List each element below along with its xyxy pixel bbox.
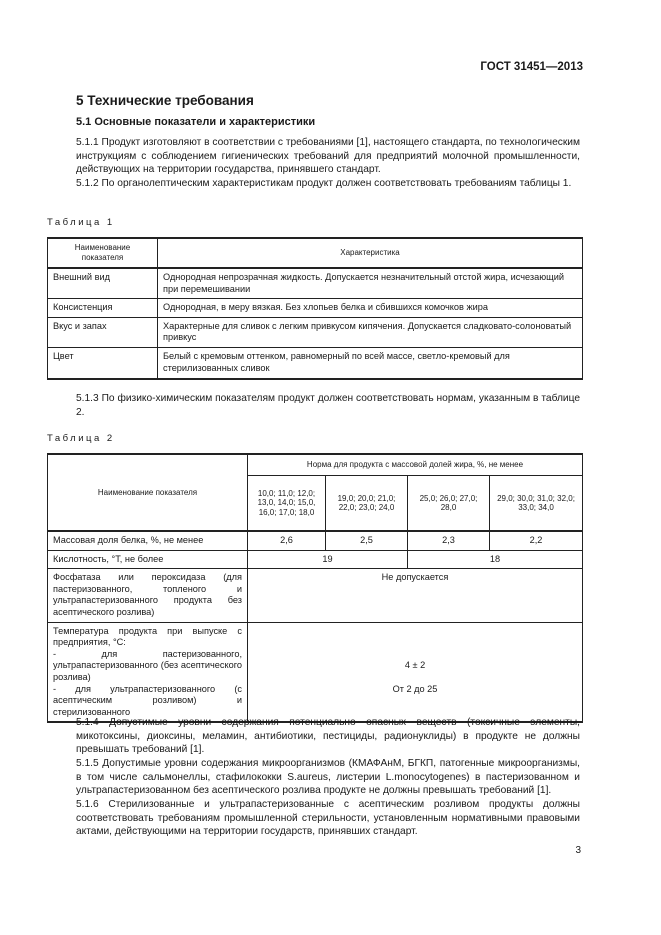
table2-temperature-cell <box>48 622 248 722</box>
table2-temperature-name: Температура продукта при выпуске с предприятия, °С: <box>53 625 242 648</box>
table2-header-row <box>48 454 583 476</box>
table2-protein-value: 2,3 <box>408 531 490 550</box>
table-row <box>48 268 583 299</box>
table-row <box>48 299 583 318</box>
table2-caption: Таблица 2 <box>47 433 115 444</box>
table2-header-group: Норма для продукта с массовой долей жира, %, не менее <box>248 454 583 476</box>
table2-protein-value: 2,6 <box>248 531 326 550</box>
table-row <box>48 347 583 379</box>
table1-cell-name: Цвет <box>48 347 158 379</box>
table2-temperature-value2: От 2 до 25 <box>392 684 438 695</box>
table2-phosphatase-value: Не допускается <box>248 569 583 622</box>
table2-protein-value: 2,2 <box>490 531 583 550</box>
paragraph-5-1-1 <box>50 136 580 177</box>
table1-header-name: Наименование показателя <box>48 238 158 268</box>
table2-acidity-value: 19 <box>248 550 408 569</box>
table1-cell-name: Вкус и запах <box>48 317 158 347</box>
table-2 <box>47 453 583 723</box>
table1-header-row <box>48 238 583 268</box>
table-row <box>48 569 583 622</box>
table2-protein-value: 2,5 <box>326 531 408 550</box>
table1-cell-value: Однородная, в меру вязкая. Без хлопьев белка и сбившихся комочков жира <box>158 299 583 318</box>
section-title: 5 Технические требования <box>76 93 254 108</box>
table2-protein-name: Массовая доля белка, %, не менее <box>48 531 248 550</box>
paragraph-5-1-1-text: 5.1.1 Продукт изготовляют в соответствии с требованиями [1], настоящего стандарта, по технологическим инструкциям с соблюдением гигиенических требований для предприятий молочной промышленности, действующих на территории государства, принявшего стандарт. <box>76 137 580 176</box>
paragraph-5-1-5 <box>50 757 580 798</box>
paragraph-5-1-6-text: 5.1.6 Стерилизованные и ультрапастеризованные с асептическим розливом продукты должны соответствовать требованиям промышленной стерильности, установленным нормативными правовыми актами, действующими на территории государств, принявших стандарт. <box>76 799 580 838</box>
table1-cell-value: Характерные для сливок с легким привкусом кипячения. Допускается сладковато-солоноватый привкус <box>158 317 583 347</box>
table2-temperature-sub2: - для ультрапастеризованного (с асептическим розливом) и стерилизованного <box>53 683 242 717</box>
table1-caption: Таблица 1 <box>47 217 115 228</box>
table-1 <box>47 237 583 380</box>
table2-header-name: Наименование показателя <box>48 454 248 531</box>
paragraph-5-1-4-text: 5.1.4 Допустимые уровни содержания потенциально опасных веществ (токсичные элементы, микотоксины, диоксины, меламин, антибиотики, пестициды, радионуклиды) в продукте не должны превышать требований [1]. <box>76 717 580 756</box>
table-row <box>48 317 583 347</box>
table2-acidity-name: Кислотность, °Т, не более <box>48 550 248 569</box>
table2-temperature-value1: 4 ± 2 <box>404 659 426 670</box>
table-row <box>48 531 583 550</box>
table2-temperature-values <box>248 622 583 722</box>
document-id: ГОСТ 31451—2013 <box>480 61 583 73</box>
subsection-title: 5.1 Основные показатели и характеристики <box>76 116 316 128</box>
paragraph-5-1-3-text: 5.1.3 По физико-химическим показателям продукт должен соответствовать нормам, указанным в таблице 2. <box>76 393 580 418</box>
table1-cell-value: Белый с кремовым оттенком, равномерный по всей массе, светло-кремовый для стерилизованных сливок <box>158 347 583 379</box>
table-row <box>48 550 583 569</box>
table2-fat-group: 25,0; 26,0; 27,0; 28,0 <box>408 476 490 532</box>
paragraph-5-1-5-text: 5.1.5 Допустимые уровни содержания микроорганизмов (КМАФАнМ, БГКП, патогенные микроорганизмы, в том числе сальмонеллы, стафилококки S.aureus, листерии L.monocytogenes) в пастеризованном и ультрапастеризованном без асептического розлива продукте не должны превышать требований [1]. <box>76 758 580 797</box>
table2-acidity-value: 18 <box>408 550 583 569</box>
table2-fat-group: 29,0; 30,0; 31,0; 32,0; 33,0; 34,0 <box>490 476 583 532</box>
paragraph-5-1-6 <box>50 798 580 839</box>
table2-fat-group: 10,0; 11,0; 12,0; 13,0, 14,0; 15,0, 16,0; 17,0; 18,0 <box>248 476 326 532</box>
table1-cell-name: Консистенция <box>48 299 158 318</box>
paragraph-5-1-4 <box>50 716 580 757</box>
table2-fat-group: 19,0; 20,0; 21,0; 22,0; 23,0; 24,0 <box>326 476 408 532</box>
table-row <box>48 622 583 722</box>
table2-phosphatase-name: Фосфатаза или пероксидаза (для пастеризованного, топленого и ультрапастеризованного продукта без асептического розлива) <box>48 569 248 622</box>
paragraph-5-1-2 <box>50 177 580 191</box>
table1-cell-name: Внешний вид <box>48 268 158 299</box>
paragraph-5-1-3 <box>50 392 580 419</box>
table2-temperature-sub1: - для пастеризованного, ультрапастеризованного (без асептического розлива) <box>53 648 242 682</box>
table1-header-characteristic: Характеристика <box>158 238 583 268</box>
paragraph-5-1-2-text: 5.1.2 По органолептическим характеристикам продукт должен соответствовать требованиям таблицы 1. <box>76 178 572 189</box>
page-number: 3 <box>575 845 581 856</box>
table1-cell-value: Однородная непрозрачная жидкость. Допускается незначительный отстой жира, исчезающий при перемешивании <box>158 268 583 299</box>
